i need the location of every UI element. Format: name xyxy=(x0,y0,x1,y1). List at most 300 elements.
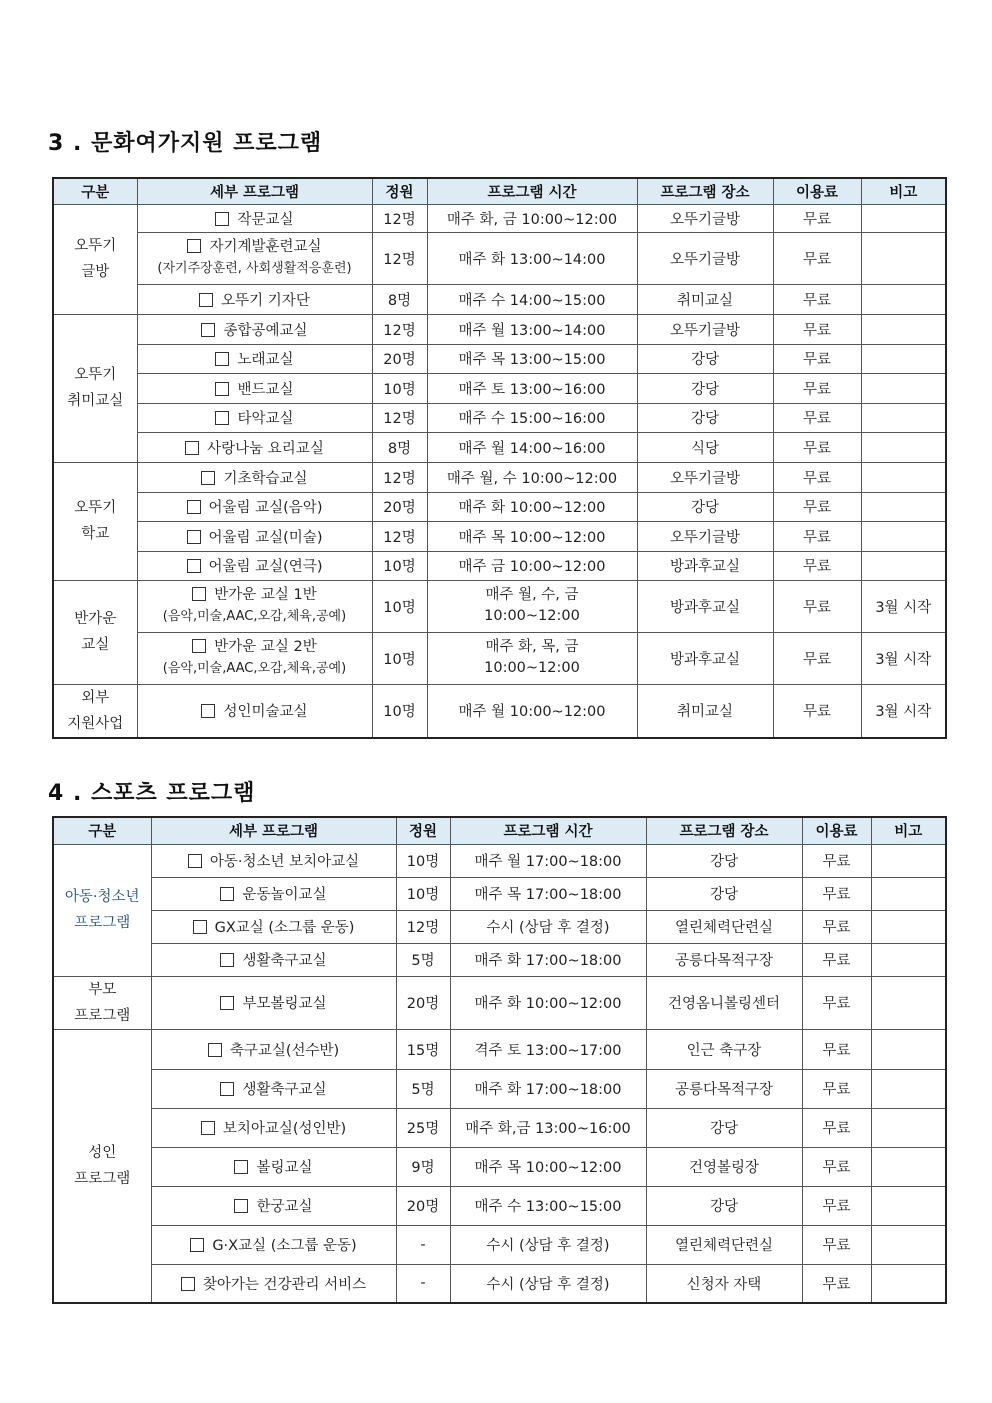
note-cell: 3월 시작 xyxy=(861,632,946,684)
note-cell xyxy=(861,314,946,344)
table-row xyxy=(53,462,946,492)
checkbox-icon[interactable] xyxy=(220,953,234,967)
time-cell xyxy=(427,204,637,232)
table-row xyxy=(53,284,946,314)
table-row xyxy=(53,976,946,1029)
fee-cell: 무료 xyxy=(773,580,861,632)
checkbox-icon[interactable] xyxy=(220,887,234,901)
note-cell xyxy=(861,373,946,403)
program-name: 어울림 교실(미술) xyxy=(208,529,323,546)
checkbox-icon[interactable] xyxy=(192,587,206,601)
program-name-cell xyxy=(137,580,372,632)
checkbox-icon[interactable] xyxy=(187,500,201,514)
place-cell: 공릉다목적구장 xyxy=(646,1069,802,1108)
checkbox-icon[interactable] xyxy=(187,239,201,253)
place-cell: 오뚜기글방 xyxy=(637,521,773,551)
program-subtitle: (음악,미술,AAC,오감,체육,공예) xyxy=(162,609,347,624)
time-text: 매주 목 17:00~18:00 xyxy=(474,887,622,903)
time-text: 매주 수 13:00~15:00 xyxy=(474,1199,622,1215)
program-name-cell xyxy=(151,1029,396,1069)
place-cell: 인근 축구장 xyxy=(646,1029,802,1069)
program-name-cell xyxy=(151,1186,396,1225)
table-row xyxy=(53,492,946,521)
note-cell xyxy=(861,284,946,314)
category-cell xyxy=(53,580,137,684)
note-cell xyxy=(871,1069,946,1108)
header-category: 구분 xyxy=(53,178,137,204)
program-name-cell xyxy=(137,432,372,462)
program-name-cell xyxy=(137,314,372,344)
category-label: 오뚜기 xyxy=(74,238,117,254)
fee-cell: 무료 xyxy=(773,684,861,738)
capacity-cell: 10명 xyxy=(396,877,450,910)
category-label: 글방 xyxy=(81,264,110,280)
program-name: 찾아가는 건강관리 서비스 xyxy=(202,1276,367,1293)
fee-cell: 무료 xyxy=(802,1029,871,1069)
program-name: 작문교실 xyxy=(237,211,294,228)
capacity-cell: 10명 xyxy=(372,580,427,632)
table-row xyxy=(53,204,946,232)
program-name: 노래교실 xyxy=(237,352,294,368)
table-row xyxy=(53,1225,946,1264)
checkbox-icon[interactable] xyxy=(199,293,213,307)
table-row xyxy=(53,373,946,403)
note-cell xyxy=(861,551,946,580)
category-cell xyxy=(53,976,151,1029)
place-cell: 건영볼링장 xyxy=(646,1147,802,1186)
table-row xyxy=(53,314,946,344)
category-label: 외부 xyxy=(81,689,110,706)
program-subtitle: (음악,미술,AAC,오감,체육,공예) xyxy=(162,661,347,676)
time-cell xyxy=(427,462,637,492)
table-row xyxy=(53,344,946,373)
time-cell xyxy=(427,580,637,632)
checkbox-icon[interactable] xyxy=(234,1160,248,1174)
place-cell: 강당 xyxy=(637,492,773,521)
place-cell: 취미교실 xyxy=(637,284,773,314)
table-row xyxy=(53,232,946,284)
program-name: 반가운 교실 1반 xyxy=(214,587,317,603)
header-time: 프로그램 시간 xyxy=(450,817,646,844)
program-subtitle: (자기주장훈련, 사회생활적응훈련) xyxy=(157,261,352,276)
program-name: 축구교실(선수반) xyxy=(229,1042,340,1059)
program-name: 생활축구교실 xyxy=(242,1082,327,1098)
time-text: 매주 월, 수 10:00~12:00 xyxy=(446,470,618,487)
fee-cell: 무료 xyxy=(773,232,861,284)
note-cell xyxy=(861,204,946,232)
note-cell xyxy=(871,976,946,1029)
place-cell: 식당 xyxy=(637,432,773,462)
note-cell xyxy=(871,1147,946,1186)
program-name-cell xyxy=(137,684,372,738)
place-cell: 강당 xyxy=(646,1108,802,1147)
fee-cell: 무료 xyxy=(802,1147,871,1186)
table-row xyxy=(53,580,946,632)
category-label: 프로그램 xyxy=(74,1007,131,1024)
fee-cell: 무료 xyxy=(773,432,861,462)
checkbox-icon[interactable] xyxy=(215,382,229,396)
place-cell: 강당 xyxy=(646,1186,802,1225)
note-cell xyxy=(861,403,946,432)
fee-cell: 무료 xyxy=(773,521,861,551)
table-row xyxy=(53,1264,946,1303)
program-name-cell xyxy=(151,1069,396,1108)
fee-cell: 무료 xyxy=(802,1108,871,1147)
program-name-cell xyxy=(137,204,372,232)
program-name: 아동·청소년 보치아교실 xyxy=(209,854,360,870)
time-cell xyxy=(450,943,646,976)
place-cell: 공릉다목적구장 xyxy=(646,943,802,976)
capacity-cell: 12명 xyxy=(372,232,427,284)
place-cell: 취미교실 xyxy=(637,684,773,738)
note-cell xyxy=(861,492,946,521)
category-cell xyxy=(53,462,137,580)
header-note: 비고 xyxy=(861,178,946,204)
time-cell xyxy=(450,1147,646,1186)
time-text: 매주 월, 수, 금 xyxy=(485,587,579,603)
program-name: 타악교실 xyxy=(237,411,294,427)
time-text: 매주 화 13:00~14:00 xyxy=(458,251,606,268)
checkbox-icon[interactable] xyxy=(201,471,215,485)
checkbox-icon[interactable] xyxy=(192,639,206,653)
fee-cell: 무료 xyxy=(802,1225,871,1264)
program-name: 볼링교실 xyxy=(256,1160,313,1176)
capacity-cell: 20명 xyxy=(396,1186,450,1225)
time-cell xyxy=(450,877,646,910)
place-cell: 오뚜기글방 xyxy=(637,232,773,284)
program-name-cell xyxy=(151,910,396,943)
header-fee: 이용료 xyxy=(773,178,861,204)
time-cell xyxy=(450,1108,646,1147)
program-name: 성인미술교실 xyxy=(223,704,308,720)
header-note: 비고 xyxy=(871,817,946,844)
checkbox-icon[interactable] xyxy=(187,530,201,544)
capacity-cell: 5명 xyxy=(396,1069,450,1108)
capacity-cell: 25명 xyxy=(396,1108,450,1147)
time-text: 매주 토 13:00~16:00 xyxy=(458,381,606,398)
program-name: 반가운 교실 2반 xyxy=(214,639,317,655)
checkbox-icon[interactable] xyxy=(193,920,207,934)
place-cell: 열린체력단련실 xyxy=(646,910,802,943)
place-cell: 방과후교실 xyxy=(637,632,773,684)
time-text: 수시 (상담 후 결정) xyxy=(486,1276,610,1293)
table-row xyxy=(53,684,946,738)
category-label: 반가운 xyxy=(74,611,117,627)
capacity-cell: - xyxy=(396,1264,450,1303)
time-cell xyxy=(450,910,646,943)
time-cell xyxy=(427,232,637,284)
checkbox-icon[interactable] xyxy=(185,441,199,455)
program-name-cell xyxy=(151,1108,396,1147)
capacity-cell: 10명 xyxy=(372,632,427,684)
fee-cell: 무료 xyxy=(802,1069,871,1108)
capacity-cell: 8명 xyxy=(372,432,427,462)
category-cell xyxy=(53,1029,151,1303)
checkbox-icon[interactable] xyxy=(201,704,215,718)
time-text: 매주 수 14:00~15:00 xyxy=(458,292,606,309)
category-cell xyxy=(53,314,137,462)
time-text: 매주 월 17:00~18:00 xyxy=(474,854,622,870)
time-cell xyxy=(450,1264,646,1303)
table-row xyxy=(53,1029,946,1069)
note-cell xyxy=(871,943,946,976)
time-text: 매주 화 17:00~18:00 xyxy=(474,1082,622,1098)
sports-program-table xyxy=(52,816,947,1304)
capacity-cell: 10명 xyxy=(372,373,427,403)
program-name-cell xyxy=(137,403,372,432)
program-name-cell xyxy=(137,521,372,551)
checkbox-icon[interactable] xyxy=(187,559,201,573)
note-cell xyxy=(871,1186,946,1225)
time-cell xyxy=(450,1029,646,1069)
category-label: 아동·청소년 xyxy=(64,889,140,905)
capacity-cell: 12명 xyxy=(372,403,427,432)
header-place: 프로그램 장소 xyxy=(637,178,773,204)
category-label: 오뚜기 xyxy=(74,367,117,383)
program-name: 생활축구교실 xyxy=(242,953,327,969)
time-text: 매주 화 10:00~12:00 xyxy=(458,500,606,516)
time-text: 매주 화 10:00~12:00 xyxy=(474,996,622,1012)
program-name: 운동놀이교실 xyxy=(242,887,327,903)
note-cell xyxy=(871,1264,946,1303)
time-text-line2: 10:00~12:00 xyxy=(484,660,580,676)
category-label: 프로그램 xyxy=(74,915,131,931)
time-text: 매주 목 10:00~12:00 xyxy=(474,1160,622,1176)
capacity-cell: 9명 xyxy=(396,1147,450,1186)
category-label: 부모 xyxy=(88,981,117,998)
fee-cell: 무료 xyxy=(802,976,871,1029)
time-text: 매주 화, 금 10:00~12:00 xyxy=(446,211,618,228)
culture-program-table xyxy=(52,177,947,739)
fee-cell: 무료 xyxy=(773,632,861,684)
capacity-cell: 10명 xyxy=(396,844,450,877)
category-label: 취미교실 xyxy=(67,393,124,409)
capacity-cell: 10명 xyxy=(372,684,427,738)
time-cell xyxy=(427,684,637,738)
time-text: 매주 화,금 13:00~16:00 xyxy=(465,1121,631,1137)
note-cell: 3월 시작 xyxy=(861,684,946,738)
note-cell: 3월 시작 xyxy=(861,580,946,632)
program-name-cell xyxy=(137,344,372,373)
capacity-cell: 8명 xyxy=(372,284,427,314)
table-row xyxy=(53,1108,946,1147)
fee-cell: 무료 xyxy=(773,403,861,432)
time-cell xyxy=(427,632,637,684)
time-text: 격주 토 13:00~17:00 xyxy=(474,1042,622,1059)
program-name-cell xyxy=(151,1147,396,1186)
time-cell xyxy=(427,314,637,344)
program-name: G·X교실 (소그룹 운동) xyxy=(212,1238,357,1254)
capacity-cell: 12명 xyxy=(372,521,427,551)
header-time: 프로그램 시간 xyxy=(427,178,637,204)
time-text: 매주 목 13:00~15:00 xyxy=(458,352,606,368)
place-cell: 오뚜기글방 xyxy=(637,204,773,232)
checkbox-icon[interactable] xyxy=(190,1238,204,1252)
time-cell xyxy=(427,492,637,521)
fee-cell: 무료 xyxy=(802,1186,871,1225)
checkbox-icon[interactable] xyxy=(208,1043,222,1057)
time-cell xyxy=(450,844,646,877)
place-cell: 강당 xyxy=(646,877,802,910)
time-cell xyxy=(427,521,637,551)
fee-cell: 무료 xyxy=(773,344,861,373)
program-name-cell xyxy=(137,284,372,314)
section-4-title: 4 . 스포츠 프로그램 xyxy=(48,781,256,806)
category-label: 학교 xyxy=(81,526,110,542)
note-cell xyxy=(871,1029,946,1069)
capacity-cell: 12명 xyxy=(396,910,450,943)
category-label: 오뚜기 xyxy=(74,500,117,516)
header-program: 세부 프로그램 xyxy=(151,817,396,844)
checkbox-icon[interactable] xyxy=(234,1199,248,1213)
time-cell xyxy=(450,976,646,1029)
fee-cell: 무료 xyxy=(773,284,861,314)
checkbox-icon[interactable] xyxy=(220,996,234,1010)
fee-cell: 무료 xyxy=(773,462,861,492)
capacity-cell: 15명 xyxy=(396,1029,450,1069)
program-name: 오뚜기 기자단 xyxy=(221,292,310,309)
note-cell xyxy=(861,344,946,373)
time-text: 매주 월 13:00~14:00 xyxy=(458,322,606,339)
header-fee: 이용료 xyxy=(802,817,871,844)
program-name-cell xyxy=(151,844,396,877)
checkbox-icon[interactable] xyxy=(215,411,229,425)
table-row xyxy=(53,632,946,684)
place-cell: 강당 xyxy=(637,403,773,432)
place-cell: 방과후교실 xyxy=(637,580,773,632)
time-cell xyxy=(427,403,637,432)
category-cell xyxy=(53,204,137,314)
table-row xyxy=(53,1186,946,1225)
place-cell: 오뚜기글방 xyxy=(637,314,773,344)
fee-cell: 무료 xyxy=(802,1264,871,1303)
place-cell: 강당 xyxy=(637,373,773,403)
program-name-cell xyxy=(137,492,372,521)
program-name-cell xyxy=(151,976,396,1029)
note-cell xyxy=(871,844,946,877)
table-row xyxy=(53,844,946,877)
table-row xyxy=(53,521,946,551)
checkbox-icon[interactable] xyxy=(181,1277,195,1291)
note-cell xyxy=(861,521,946,551)
fee-cell: 무료 xyxy=(773,314,861,344)
category-label: 성인 xyxy=(88,1144,117,1161)
program-name: 한궁교실 xyxy=(256,1199,313,1215)
time-cell xyxy=(450,1225,646,1264)
place-cell: 방과후교실 xyxy=(637,551,773,580)
checkbox-icon[interactable] xyxy=(188,854,202,868)
program-name-cell xyxy=(151,877,396,910)
table-row xyxy=(53,432,946,462)
fee-cell: 무료 xyxy=(802,844,871,877)
category-label: 교실 xyxy=(81,637,110,653)
capacity-cell: 12명 xyxy=(372,314,427,344)
time-text: 수시 (상담 후 결정) xyxy=(486,920,610,936)
header-category: 구분 xyxy=(53,817,151,844)
time-cell xyxy=(427,432,637,462)
note-cell xyxy=(861,462,946,492)
note-cell xyxy=(861,232,946,284)
checkbox-icon[interactable] xyxy=(215,352,229,366)
time-cell xyxy=(450,1186,646,1225)
program-name: 어울림 교실(음악) xyxy=(208,500,323,516)
checkbox-icon[interactable] xyxy=(201,1121,215,1135)
category-label: 지원사업 xyxy=(67,715,124,732)
place-cell: 열린체력단련실 xyxy=(646,1225,802,1264)
program-name: 자기계발훈련교실 xyxy=(209,239,322,255)
time-text: 매주 월 10:00~12:00 xyxy=(458,704,606,720)
table-header-row xyxy=(53,817,946,844)
place-cell: 건영옴니볼링센터 xyxy=(646,976,802,1029)
time-cell xyxy=(427,344,637,373)
program-name-cell xyxy=(137,373,372,403)
capacity-cell: 20명 xyxy=(396,976,450,1029)
capacity-cell: 10명 xyxy=(372,551,427,580)
section-3-title: 3 . 문화여가지원 프로그램 xyxy=(48,131,323,156)
fee-cell: 무료 xyxy=(773,204,861,232)
time-text: 수시 (상담 후 결정) xyxy=(486,1238,610,1254)
program-name-cell xyxy=(151,1264,396,1303)
checkbox-icon[interactable] xyxy=(220,1082,234,1096)
fee-cell: 무료 xyxy=(773,373,861,403)
capacity-cell: 12명 xyxy=(372,462,427,492)
place-cell: 강당 xyxy=(646,844,802,877)
note-cell xyxy=(861,432,946,462)
time-text: 매주 금 10:00~12:00 xyxy=(458,559,606,575)
program-name: GX교실 (소그룹 운동) xyxy=(214,920,355,936)
program-name: 어울림 교실(연극) xyxy=(208,559,323,575)
note-cell xyxy=(871,910,946,943)
place-cell: 신청자 자택 xyxy=(646,1264,802,1303)
time-cell xyxy=(427,284,637,314)
program-name: 사랑나눔 요리교실 xyxy=(207,440,324,457)
table-row xyxy=(53,910,946,943)
program-name: 밴드교실 xyxy=(237,381,294,398)
header-capacity: 정원 xyxy=(396,817,450,844)
checkbox-icon[interactable] xyxy=(201,323,215,337)
checkbox-icon[interactable] xyxy=(215,212,229,226)
category-cell xyxy=(53,684,137,738)
program-name-cell xyxy=(137,462,372,492)
fee-cell: 무료 xyxy=(802,943,871,976)
note-cell xyxy=(871,1225,946,1264)
program-name: 종합공예교실 xyxy=(223,322,308,339)
table-row xyxy=(53,551,946,580)
time-cell xyxy=(427,373,637,403)
header-place: 프로그램 장소 xyxy=(646,817,802,844)
fee-cell: 무료 xyxy=(773,492,861,521)
program-name-cell xyxy=(137,632,372,684)
capacity-cell: 20명 xyxy=(372,344,427,373)
capacity-cell: - xyxy=(396,1225,450,1264)
program-name: 보치아교실(성인반) xyxy=(222,1121,347,1137)
time-text: 매주 수 15:00~16:00 xyxy=(458,411,606,427)
table-row xyxy=(53,943,946,976)
place-cell: 오뚜기글방 xyxy=(637,462,773,492)
table-row xyxy=(53,1147,946,1186)
time-text: 매주 화, 목, 금 xyxy=(485,639,579,655)
time-text-line2: 10:00~12:00 xyxy=(484,608,580,624)
place-cell: 강당 xyxy=(637,344,773,373)
program-name-cell xyxy=(137,551,372,580)
program-name-cell xyxy=(151,1225,396,1264)
table-row xyxy=(53,403,946,432)
time-cell xyxy=(427,551,637,580)
program-name: 기초학습교실 xyxy=(223,470,308,487)
time-text: 매주 월 14:00~16:00 xyxy=(458,440,606,457)
program-name-cell xyxy=(151,943,396,976)
capacity-cell: 5명 xyxy=(396,943,450,976)
